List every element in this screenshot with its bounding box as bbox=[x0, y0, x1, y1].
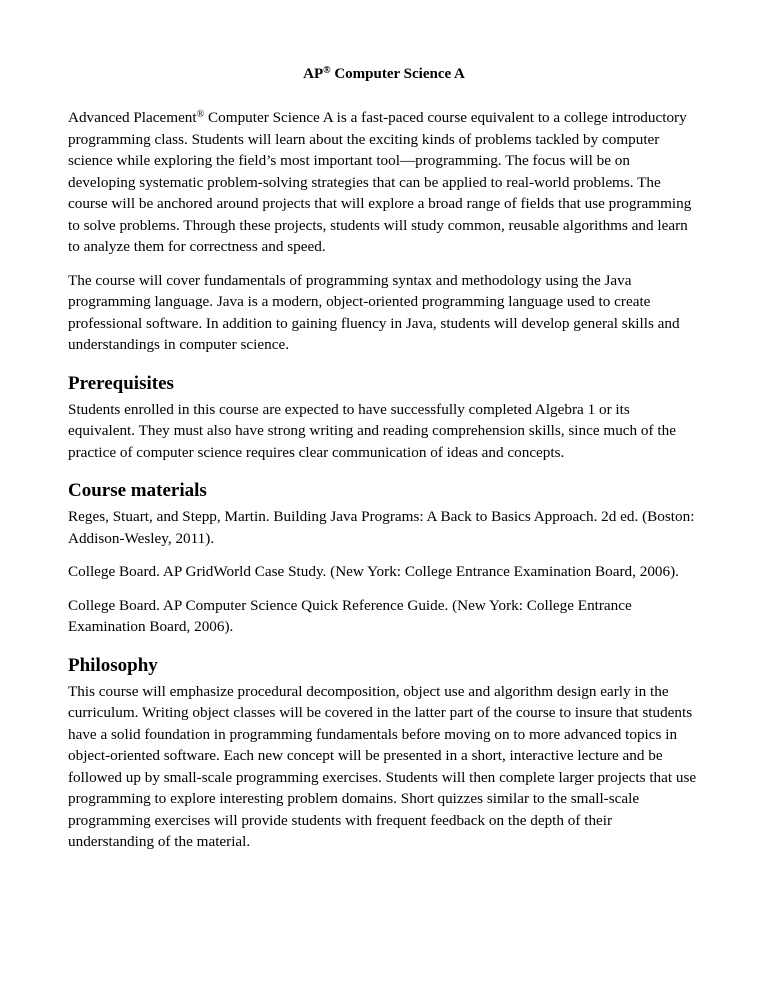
section-heading: Philosophy bbox=[68, 654, 158, 676]
title-rest: Computer Science A bbox=[330, 66, 465, 82]
intro-lead: Advanced Placement bbox=[68, 109, 197, 126]
section-heading: Course materials bbox=[68, 480, 207, 501]
material-item: College Board. AP Computer Science Quick Reference Guide. (New York: College Entrance Examination Board, 2006). bbox=[68, 596, 632, 635]
prerequisites-text: Students enrolled in this course are expected to have successfully completed Algebra 1 or its equivalent. They must also have strong writing and reading comprehension skills, since much of the practice of computer science requires clear communication of ideas and concepts. bbox=[68, 400, 676, 461]
intro-paragraph-2: The course will cover fundamentals of programming syntax and methodology using the Java programming language. Java is a modern, object-oriented programming language used to create professional software. In addition to gaining fluency in Java, students will develop general skills and understandings in computer science. bbox=[68, 271, 680, 353]
title-prefix: AP bbox=[303, 66, 324, 82]
material-item: College Board. AP GridWorld Case Study. (New York: College Entrance Examination Board, 2006). bbox=[68, 563, 679, 580]
philosophy-text: This course will emphasize procedural decomposition, object use and algorithm design early in the curriculum. Writing object classes will be covered in the latter part of the course to insure that students have a solid foundation in programming fundamentals before moving on to more advanced topics in object-oriented software. Each new concept will be presented in a short, interactive lecture and be followed up by small-scale programming exercises. Students will then complete larger projects that use programming to explore interesting problem domains. Short quizzes similar to the small-scale programming exercises will provide students with frequent feedback on the depth of their understanding of the material. bbox=[68, 682, 697, 850]
intro-text: Computer Science A is a fast-paced course equivalent to a college introductory programming class. Students will learn about the exciting kinds of problems tackled by computer science while exploring the field’s most important tool—programming. The focus will be on developing systematic problem-solving strategies that can be applied to real-world problems. The course will be anchored around projects that will explore a broad range of fields that use programming to solve problems. Through these projects, students will study common, reusable algorithms and learn to analyze them for correctness and speed. bbox=[68, 109, 692, 255]
registered-mark: ® bbox=[196, 109, 205, 120]
material-item: Reges, Stuart, and Stepp, Martin. Building Java Programs: A Back to Basics Approach. 2d ed. (Boston: Addison-Wesley, 2011). bbox=[68, 508, 695, 547]
intro-paragraph bbox=[68, 107, 700, 258]
prerequisites-section bbox=[68, 373, 700, 464]
registered-mark: ® bbox=[323, 65, 331, 76]
section-heading: Prerequisites bbox=[68, 372, 174, 394]
course-materials-section bbox=[68, 480, 700, 638]
philosophy-section bbox=[68, 655, 700, 853]
document-title bbox=[68, 64, 700, 84]
